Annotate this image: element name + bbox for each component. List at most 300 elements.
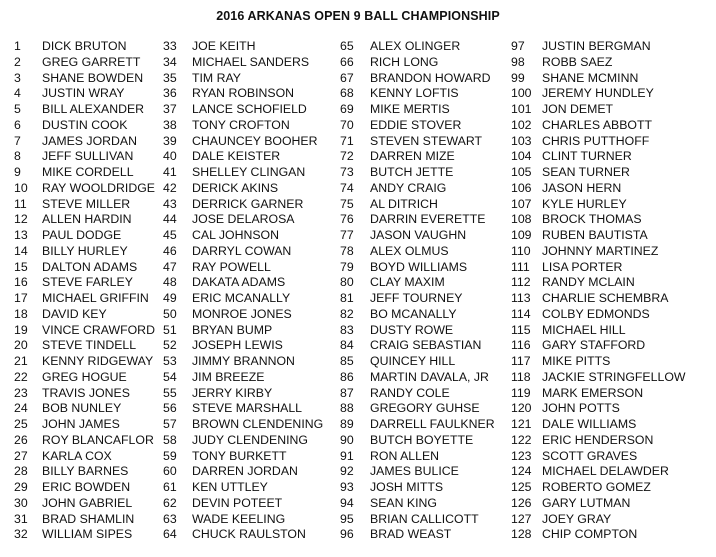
- seed-number: 49: [163, 291, 177, 305]
- player-name: GARY LUTMAN: [542, 495, 631, 510]
- player-row: [163, 134, 323, 150]
- player-name: MICHAEL GRIFFIN: [42, 291, 149, 305]
- player-name: BRAD SHAMLIN: [42, 511, 135, 526]
- seed-number: 113: [511, 291, 531, 305]
- seed-number: 109: [511, 228, 532, 242]
- player-row: [511, 401, 686, 417]
- player-name: BUTCH BOYETTE: [370, 432, 474, 447]
- player-row: [163, 260, 323, 276]
- player-row: [511, 197, 686, 213]
- player-row: [340, 354, 495, 370]
- seed-number: 2: [14, 54, 21, 69]
- player-row: [511, 181, 686, 197]
- player-name: DARREN JORDAN: [192, 464, 298, 479]
- player-row: [163, 433, 323, 449]
- player-row: [340, 55, 495, 71]
- seed-number: 89: [340, 417, 354, 431]
- seed-number: 1: [14, 39, 21, 53]
- player-name: DALTON ADAMS: [42, 259, 138, 274]
- player-name: STEVEN STEWART: [370, 133, 483, 148]
- player-row: [340, 102, 495, 118]
- player-name: JASON HERN: [542, 180, 622, 195]
- seed-number: 66: [340, 54, 354, 69]
- seed-number: 80: [340, 275, 354, 290]
- player-name: STEVE MILLER: [42, 196, 131, 211]
- player-row: [511, 449, 686, 465]
- seed-number: 87: [340, 385, 354, 400]
- player-row: [340, 244, 495, 260]
- player-row: [511, 480, 686, 496]
- player-row: [163, 86, 323, 102]
- seed-number: 39: [163, 133, 177, 148]
- player-row: [511, 134, 686, 150]
- seed-number: 116: [511, 338, 531, 353]
- player-row: [340, 449, 495, 465]
- player-row: [511, 291, 686, 307]
- seed-number: 20: [14, 338, 28, 353]
- player-name: WILLIAM SIPES: [42, 527, 133, 542]
- player-name: COLBY EDMONDS: [542, 306, 650, 321]
- player-row: [14, 338, 155, 354]
- seed-number: 10: [14, 180, 28, 195]
- player-name: STEVE FARLEY: [42, 275, 133, 290]
- seed-number: 102: [511, 117, 532, 132]
- seed-number: 119: [511, 385, 531, 400]
- player-name: JOEY GRAY: [542, 511, 612, 526]
- player-row: [511, 338, 686, 354]
- player-name: MICHAEL HILL: [542, 322, 626, 337]
- player-row: [340, 228, 495, 244]
- player-row: [340, 338, 495, 354]
- seed-number: 82: [340, 306, 354, 321]
- player-name: JOHN JAMES: [42, 417, 120, 431]
- player-row: [14, 260, 155, 276]
- seed-number: 48: [163, 275, 177, 290]
- player-name: SHANE MCMINN: [542, 70, 639, 85]
- player-column-4: [511, 39, 686, 543]
- player-row: [163, 480, 323, 496]
- player-row: [14, 464, 155, 480]
- player-name: GREGORY GUHSE: [370, 401, 480, 416]
- seed-number: 21: [14, 354, 28, 368]
- player-name: RANDY MCLAIN: [542, 275, 635, 290]
- seed-number: 78: [340, 243, 354, 258]
- player-name: KENNY RIDGEWAY: [42, 354, 154, 368]
- player-name: KYLE HURLEY: [542, 196, 627, 211]
- player-name: BRIAN CALLICOTT: [370, 511, 479, 526]
- player-row: [14, 102, 155, 118]
- player-row: [511, 512, 686, 528]
- player-name: ALEX OLINGER: [370, 39, 461, 53]
- player-name: JOHN POTTS: [542, 401, 620, 416]
- player-name: JEFF SULLIVAN: [42, 149, 134, 164]
- player-name: DEVIN POTEET: [192, 495, 283, 510]
- seed-number: 26: [14, 432, 28, 447]
- seed-number: 4: [14, 86, 21, 101]
- seed-number: 40: [163, 149, 177, 164]
- player-name: EDDIE STOVER: [370, 117, 462, 132]
- seed-number: 95: [340, 511, 354, 526]
- player-row: [14, 354, 155, 370]
- seed-number: 18: [14, 306, 28, 321]
- player-row: [163, 338, 323, 354]
- player-name: JEFF TOURNEY: [370, 291, 463, 305]
- player-name: RUBEN BAUTISTA: [542, 228, 648, 242]
- player-name: DAKATA ADAMS: [192, 275, 286, 290]
- seed-number: 41: [163, 165, 177, 179]
- seed-number: 68: [340, 86, 354, 101]
- seed-number: 52: [163, 338, 177, 353]
- player-row: [14, 165, 155, 181]
- seed-number: 47: [163, 259, 177, 274]
- seed-number: 22: [14, 369, 28, 384]
- seed-number: 72: [340, 149, 354, 164]
- seed-number: 55: [163, 385, 177, 400]
- player-row: [163, 39, 323, 55]
- player-row: [511, 464, 686, 480]
- player-row: [163, 212, 323, 228]
- seed-number: 61: [163, 480, 177, 494]
- seed-number: 23: [14, 385, 28, 400]
- seed-number: 28: [14, 464, 28, 479]
- player-row: [340, 165, 495, 181]
- player-row: [340, 212, 495, 228]
- player-row: [163, 118, 323, 134]
- seed-number: 92: [340, 464, 354, 479]
- player-row: [511, 307, 686, 323]
- player-row: [14, 149, 155, 165]
- seed-number: 106: [511, 180, 532, 195]
- player-row: [163, 354, 323, 370]
- player-name: ERIC BOWDEN: [42, 480, 131, 494]
- player-name: TRAVIS JONES: [42, 385, 130, 400]
- seed-number: 96: [340, 527, 354, 542]
- player-name: CAL JOHNSON: [192, 228, 280, 242]
- player-row: [511, 370, 686, 386]
- seed-number: 125: [511, 480, 532, 494]
- player-row: [14, 386, 155, 402]
- seed-number: 86: [340, 369, 354, 384]
- player-row: [163, 496, 323, 512]
- seed-number: 46: [163, 243, 177, 258]
- seed-number: 15: [14, 259, 28, 274]
- seed-number: 104: [511, 149, 532, 164]
- player-row: [14, 86, 155, 102]
- player-name: SEAN KING: [370, 495, 437, 510]
- seed-number: 13: [14, 228, 28, 242]
- player-name: CLAY MAXIM: [370, 275, 445, 290]
- player-row: [340, 480, 495, 496]
- player-row: [163, 512, 323, 528]
- player-row: [14, 401, 155, 417]
- player-row: [14, 39, 155, 55]
- player-name: CHIP COMPTON: [542, 527, 638, 542]
- player-row: [511, 228, 686, 244]
- player-column-3: [340, 39, 495, 543]
- seed-number: 101: [511, 102, 532, 116]
- player-row: [163, 370, 323, 386]
- player-row: [163, 401, 323, 417]
- player-name: ROBB SAEZ: [542, 54, 613, 69]
- seed-number: 19: [14, 322, 28, 337]
- player-row: [163, 275, 323, 291]
- player-row: [340, 134, 495, 150]
- player-row: [14, 212, 155, 228]
- player-name: MARK EMERSON: [542, 385, 644, 400]
- seed-number: 97: [511, 39, 525, 53]
- player-row: [163, 291, 323, 307]
- player-name: DAVID KEY: [42, 306, 107, 321]
- seed-number: 74: [340, 180, 354, 195]
- seed-number: 115: [511, 322, 531, 337]
- player-row: [340, 149, 495, 165]
- seed-number: 120: [511, 401, 532, 416]
- player-name: BRYAN BUMP: [192, 322, 273, 337]
- seed-number: 60: [163, 464, 177, 479]
- seed-number: 107: [511, 196, 532, 211]
- player-row: [340, 86, 495, 102]
- player-row: [163, 181, 323, 197]
- player-row: [511, 527, 686, 543]
- player-name: DALE KEISTER: [192, 149, 281, 164]
- player-row: [340, 433, 495, 449]
- player-row: [163, 228, 323, 244]
- seed-number: 57: [163, 417, 177, 431]
- player-name: KEN UTTLEY: [192, 480, 268, 494]
- player-row: [14, 134, 155, 150]
- seed-number: 63: [163, 511, 177, 526]
- seed-number: 34: [163, 54, 177, 69]
- player-row: [14, 118, 155, 134]
- player-name: SEAN TURNER: [542, 165, 630, 179]
- player-name: STEVE MARSHALL: [192, 401, 303, 416]
- seed-number: 29: [14, 480, 28, 494]
- player-row: [14, 181, 155, 197]
- player-name: DICK BRUTON: [42, 39, 127, 53]
- player-name: AL DITRICH: [370, 196, 438, 211]
- player-row: [14, 307, 155, 323]
- player-row: [14, 480, 155, 496]
- player-name: JAMES JORDAN: [42, 133, 137, 148]
- seed-number: 35: [163, 70, 177, 85]
- seed-number: 45: [163, 228, 177, 242]
- seed-number: 117: [511, 354, 531, 368]
- player-row: [511, 212, 686, 228]
- player-name: MARTIN DAVALA, JR: [370, 369, 489, 384]
- player-name: QUINCEY HILL: [370, 354, 456, 368]
- player-row: [340, 527, 495, 543]
- player-row: [340, 323, 495, 339]
- seed-number: 70: [340, 117, 354, 132]
- player-row: [163, 323, 323, 339]
- player-row: [163, 464, 323, 480]
- player-name: TONY CROFTON: [192, 117, 290, 132]
- seed-number: 90: [340, 432, 354, 447]
- player-name: DARREN MIZE: [370, 149, 455, 164]
- seed-number: 9: [14, 165, 21, 179]
- player-row: [14, 244, 155, 260]
- player-row: [163, 417, 323, 433]
- player-name: CHAUNCEY BOOHER: [192, 133, 318, 148]
- player-name: MIKE MERTIS: [370, 102, 450, 116]
- seed-number: 31: [14, 511, 28, 526]
- player-row: [340, 181, 495, 197]
- player-row: [340, 118, 495, 134]
- player-row: [511, 417, 686, 433]
- player-name: MONROE JONES: [192, 306, 292, 321]
- seed-number: 111: [511, 259, 530, 274]
- player-row: [511, 39, 686, 55]
- player-row: [511, 354, 686, 370]
- seed-number: 76: [340, 212, 354, 227]
- player-name: CHARLES ABBOTT: [542, 117, 653, 132]
- player-name: RAY POWELL: [192, 259, 271, 274]
- player-row: [163, 55, 323, 71]
- seed-number: 105: [511, 165, 532, 179]
- player-row: [14, 449, 155, 465]
- player-name: DERRICK GARNER: [192, 196, 304, 211]
- player-row: [511, 433, 686, 449]
- player-name: CHUCK RAULSTON: [192, 527, 306, 542]
- player-row: [340, 401, 495, 417]
- player-row: [14, 55, 155, 71]
- player-row: [14, 228, 155, 244]
- player-name: TIM RAY: [192, 70, 241, 85]
- player-name: CHARLIE SCHEMBRA: [542, 291, 669, 305]
- player-name: RAY WOOLDRIDGE: [42, 180, 155, 195]
- player-name: KARLA COX: [42, 448, 112, 463]
- seed-number: 51: [163, 322, 177, 337]
- player-row: [340, 496, 495, 512]
- player-row: [14, 417, 155, 433]
- player-name: LISA PORTER: [542, 259, 623, 274]
- seed-number: 69: [340, 102, 354, 116]
- seed-number: 118: [511, 369, 531, 384]
- player-row: [163, 386, 323, 402]
- player-row: [340, 307, 495, 323]
- player-row: [340, 197, 495, 213]
- player-row: [511, 386, 686, 402]
- player-name: DARRIN EVERETTE: [370, 212, 486, 227]
- player-name: ROY BLANCAFLOR: [42, 432, 154, 447]
- seed-number: 88: [340, 401, 354, 416]
- player-name: TONY BURKETT: [192, 448, 287, 463]
- player-name: JOSE DELAROSA: [192, 212, 295, 227]
- seed-number: 59: [163, 448, 177, 463]
- player-name: WADE KEELING: [192, 511, 286, 526]
- player-name: DARRELL FAULKNER: [370, 417, 495, 431]
- document-title: 2016 ARKANAS OPEN 9 BALL CHAMPIONSHIP: [216, 9, 500, 23]
- seed-number: 77: [340, 228, 354, 242]
- player-name: JASON VAUGHN: [370, 228, 467, 242]
- player-name: DUSTY ROWE: [370, 322, 454, 337]
- player-name: SHANE BOWDEN: [42, 70, 144, 85]
- player-name: MICHAEL DELAWDER: [542, 464, 669, 479]
- player-name: ALEX OLMUS: [370, 243, 449, 258]
- seed-number: 75: [340, 196, 354, 211]
- player-name: JUDY CLENDENING: [192, 432, 308, 447]
- player-name: JIM BREEZE: [192, 369, 265, 384]
- seed-number: 100: [511, 86, 532, 101]
- player-name: STEVE TINDELL: [42, 338, 137, 353]
- player-row: [511, 275, 686, 291]
- player-row: [340, 512, 495, 528]
- player-row: [14, 291, 155, 307]
- player-row: [511, 165, 686, 181]
- player-row: [14, 323, 155, 339]
- player-row: [14, 527, 155, 543]
- player-row: [163, 244, 323, 260]
- player-name: LANCE SCHOFIELD: [192, 102, 307, 116]
- player-row: [340, 275, 495, 291]
- player-name: ALLEN HARDIN: [42, 212, 132, 227]
- player-row: [14, 71, 155, 87]
- seed-number: 64: [163, 527, 177, 542]
- seed-number: 73: [340, 165, 354, 179]
- player-row: [163, 527, 323, 543]
- player-name: MICHAEL SANDERS: [192, 54, 310, 69]
- player-name: CRAIG SEBASTIAN: [370, 338, 482, 353]
- player-row: [511, 86, 686, 102]
- seed-number: 58: [163, 432, 177, 447]
- seed-number: 38: [163, 117, 177, 132]
- player-name: BOYD WILLIAMS: [370, 259, 468, 274]
- player-name: RICH LONG: [370, 54, 439, 69]
- player-name: DARRYL COWAN: [192, 243, 292, 258]
- player-name: BILL ALEXANDER: [42, 102, 145, 116]
- seed-number: 36: [163, 86, 177, 101]
- seed-number: 124: [511, 464, 532, 479]
- player-row: [163, 197, 323, 213]
- seed-number: 127: [511, 511, 532, 526]
- player-name: JEREMY HUNDLEY: [542, 86, 654, 101]
- seed-number: 53: [163, 354, 177, 368]
- player-name: MIKE PITTS: [542, 354, 611, 368]
- seed-number: 84: [340, 338, 354, 353]
- seed-number: 126: [511, 495, 532, 510]
- seed-number: 14: [14, 243, 28, 258]
- player-row: [511, 71, 686, 87]
- player-name: JUSTIN BERGMAN: [542, 39, 651, 53]
- player-name: BRANDON HOWARD: [370, 70, 491, 85]
- seed-number: 128: [511, 527, 532, 542]
- player-name: PAUL DODGE: [42, 228, 122, 242]
- player-row: [163, 102, 323, 118]
- player-name: BROWN CLENDENING: [192, 417, 324, 431]
- seed-number: 98: [511, 54, 525, 69]
- player-row: [14, 197, 155, 213]
- player-row: [511, 118, 686, 134]
- seed-number: 79: [340, 259, 354, 274]
- seed-number: 24: [14, 401, 28, 416]
- seed-number: 42: [163, 180, 177, 195]
- player-name: KENNY LOFTIS: [370, 86, 459, 101]
- seed-number: 50: [163, 306, 177, 321]
- player-row: [340, 260, 495, 276]
- player-name: RYAN ROBINSON: [192, 86, 295, 101]
- player-name: JOSEPH LEWIS: [192, 338, 283, 353]
- seed-number: 81: [340, 291, 354, 305]
- player-row: [511, 149, 686, 165]
- player-name: BILLY BARNES: [42, 464, 129, 479]
- player-name: JACKIE STRINGFELLOW: [542, 369, 686, 384]
- player-name: JERRY KIRBY: [192, 385, 273, 400]
- player-name: BILLY HURLEY: [42, 243, 128, 258]
- seed-number: 71: [340, 133, 354, 148]
- player-name: SCOTT GRAVES: [542, 448, 638, 463]
- player-name: DALE WILLIAMS: [542, 417, 637, 431]
- seed-number: 103: [511, 133, 532, 148]
